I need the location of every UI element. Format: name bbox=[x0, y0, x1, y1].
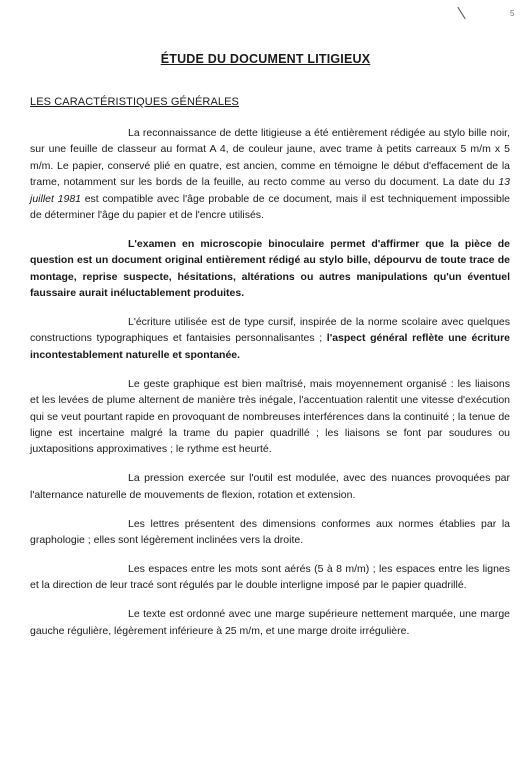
paragraph-graphic-gesture: Le geste graphique est bien maîtrisé, mais moyennement organisé : les liaisons et les levées de plume alternent de manière très inégale, l'accentuation ralentit une vitesse d'exécution qui se veut pourtant rapide en provoquant de nombreuses interférences dans la continuité ; la tenue de ligne est incertaine malgré la trame du papier quadrillé ; les liaisons se font par soudures ou juxtapositions approximatives ; le rythme est heurté. bbox=[30, 377, 510, 456]
paragraph-text: La reconnaissance de dette litigieuse a été entièrement rédigée au stylo bille noir, sur une feuille de classeur au format A 4, de couleur jaune, avec trame à petits carreaux 5 m/m x 5 m/m. Le papier, conservé plié en quatre, est ancien, comme en témoigne le début d'effacement de la trame, notamment sur les bords de la feuille, au recto comme au verso du document. La date du bbox=[30, 127, 510, 189]
document-title: ÉTUDE DU DOCUMENT LITIGIEUX bbox=[160, 52, 371, 66]
paragraph-pressure: La pression exercée sur l'outil est modulée, avec des nuances provoquées par l'alternance naturelle de mouvements de flexion, rotation et extension. bbox=[30, 472, 510, 501]
page-number: 5 bbox=[510, 9, 515, 18]
paragraph-paper-description bbox=[30, 125, 510, 223]
paragraph-text: L'écriture utilisée est de type cursif, inspirée de la norme scolaire avec quelques constructions typographiques et fantaisies personnalisantes ; bbox=[30, 316, 510, 345]
paragraph-writing-style bbox=[30, 314, 510, 363]
paragraph-letters: Les lettres présentent des dimensions conformes aux normes établies par la graphologie ; elles sont légèrement inclinées vers la droite. bbox=[30, 517, 510, 547]
paragraph-microscopy-conclusion: L'examen en microscopie binoculaire permet d'affirmer que la pièce de question est un document original entièrement rédigé au stylo bille, dépourvu de toute trace de montage, reprise suspecte, hésitations, altérations ou autres manipulations qu'un éventuel faussaire aurait inéluctablement produites. bbox=[30, 237, 510, 300]
paragraph-margins: Le texte est ordonné avec une marge supérieure nettement marquée, une marge gauche régulière, légèrement inférieure à 25 m/m, et une marge droite irrégulière. bbox=[30, 608, 510, 637]
document-body bbox=[30, 125, 510, 652]
writing-assessment: l'aspect général reflète une écriture incontestablement naturelle et spontanée. bbox=[30, 332, 510, 361]
paragraph-spacing: Les espaces entre les mots sont aérés (5 à 8 m/m) ; les espaces entre les lignes et la direction de leur tracé sont régulés par le double interligne imposé par le papier quadrillé. bbox=[30, 562, 510, 592]
paragraph-text: est compatible avec l'âge probable de ce document, mais il est techniquement impossible de déterminer l'âge du papier et de l'encre utilisés. bbox=[30, 192, 511, 222]
scan-mark bbox=[457, 7, 465, 19]
section-heading: LES CARACTÉRISTIQUES GÉNÉRALES bbox=[30, 96, 239, 108]
document-date: 13 juillet 1981 bbox=[30, 176, 510, 205]
